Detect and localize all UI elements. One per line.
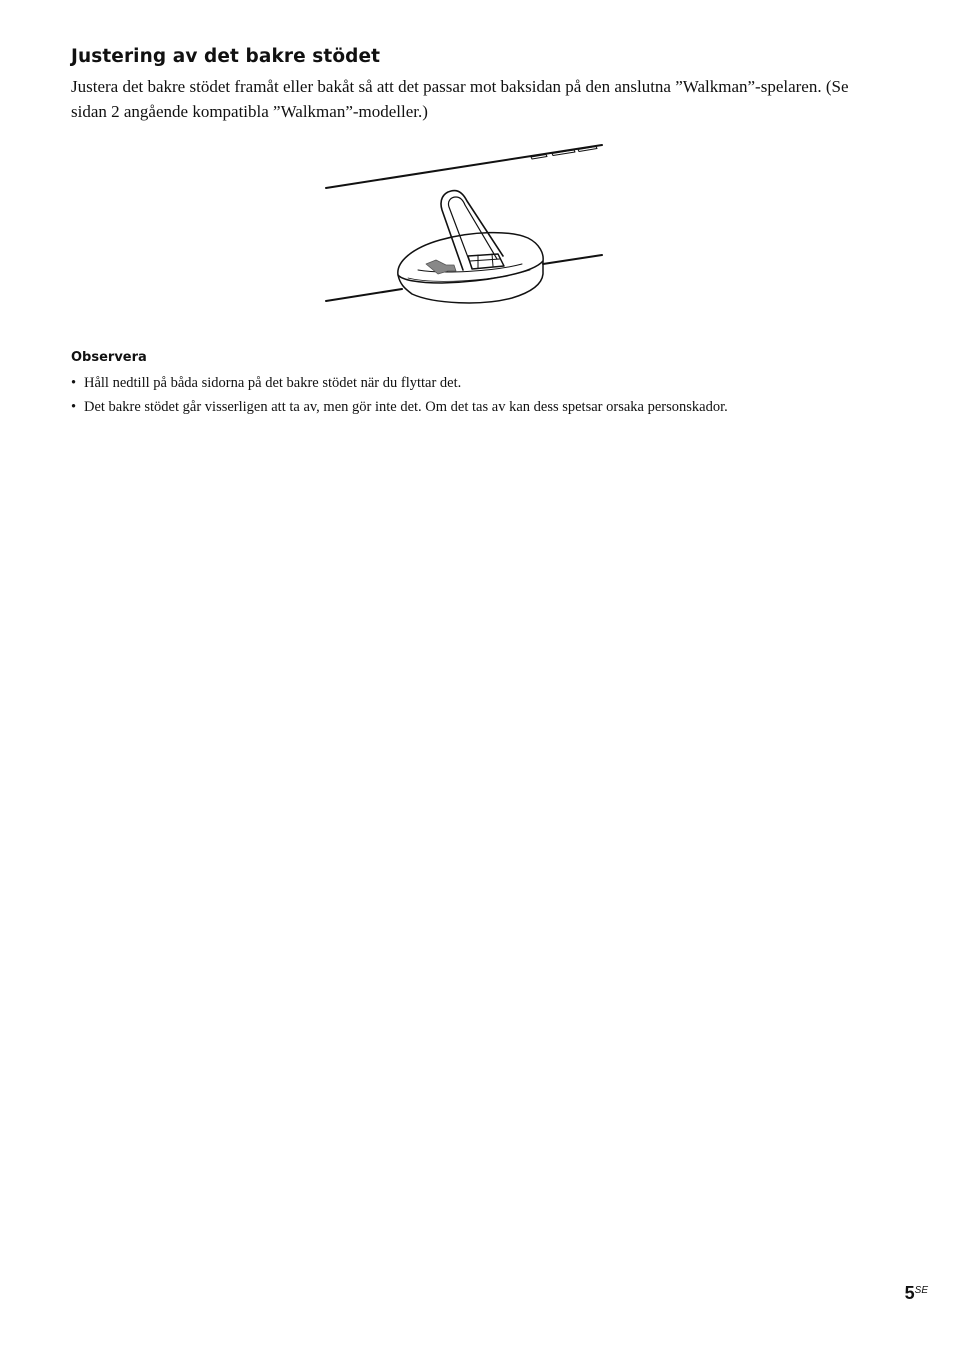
note-item-text: Håll nedtill på båda sidorna på det bakre stödet när du flyttar det. xyxy=(84,375,462,391)
note-list xyxy=(71,371,891,419)
page-number-value: 5 xyxy=(904,1283,915,1303)
section-heading: Justering av det bakre stödet xyxy=(71,46,381,67)
page-number xyxy=(905,1282,928,1304)
note-title: Observera xyxy=(71,350,147,365)
note-item xyxy=(71,395,891,419)
bullet-icon: • xyxy=(71,399,77,415)
page-language-suffix: SE xyxy=(914,1285,928,1296)
note-item-text: Det bakre stödet går visserligen att ta av, men gör inte det. Om det tas av kan dess spetsar orsaka personskador. xyxy=(84,399,728,415)
note-item xyxy=(71,371,891,395)
bullet-icon: • xyxy=(71,375,77,391)
rear-support-illustration xyxy=(322,138,612,310)
intro-paragraph: Justera det bakre stödet framåt eller bakåt så att det passar mot baksidan på den anslutna ”Walkman”-spelaren. (Se sidan 2 angående kompatibla ”Walkman”-modeller.) xyxy=(71,77,849,121)
